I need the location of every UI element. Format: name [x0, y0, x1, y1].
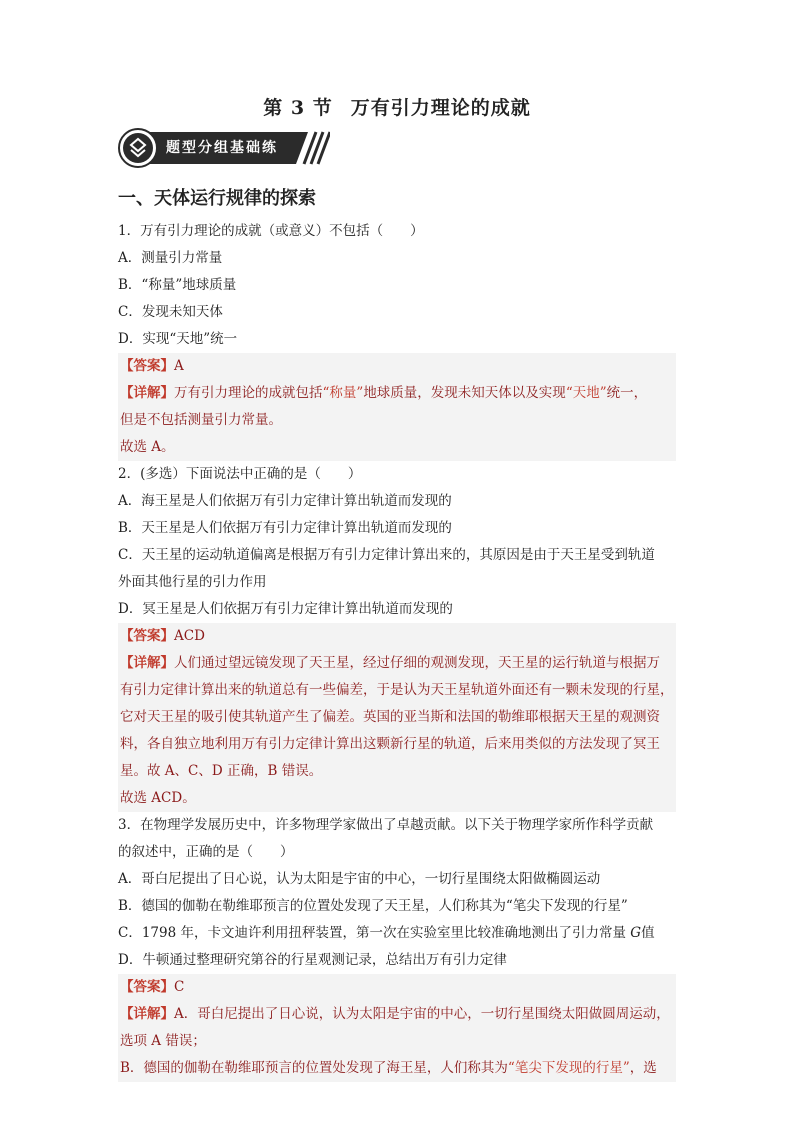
q1-option-c: C．发现未知天体: [118, 304, 223, 320]
q3-detail-b3: ，选: [629, 1060, 657, 1076]
section-banner: [118, 128, 676, 168]
q1-detail-d: “天地”: [565, 385, 607, 401]
q1-detail-c: 地球质量，发现未知天体以及实现: [363, 385, 566, 401]
document-page: [118, 92, 676, 1082]
q3-option-b: B．德国的伽勒在勒维耶预言的位置处发现了天王星，人们称其为“笔尖下发现的行星”: [118, 898, 628, 914]
q2-conclusion: 故选 ACD。: [120, 790, 196, 806]
q1-detail-e: 统一，: [606, 385, 648, 401]
page-title: [118, 94, 676, 122]
q1-option-a: A．测量引力常量: [118, 250, 223, 266]
banner-label: 题型分组基础练: [166, 140, 278, 156]
q1-conclusion: 故选 A。: [120, 439, 175, 455]
section-heading: 一、天体运行规律的探索: [118, 188, 316, 209]
q2-option-a: A．海王星是人们依据万有引力定律计算出轨道而发现的: [118, 493, 452, 509]
q3-option-c: [118, 920, 676, 947]
q2-answer: ACD: [174, 628, 205, 644]
question-2-stem: 2．(多选）下面说法中正确的是（ ）: [118, 466, 362, 482]
question-1-options: [118, 245, 676, 353]
question-3-stem-line2: 的叙述中，正确的是（ ）: [118, 844, 294, 860]
q2-detail-line: 有引力定律计算出来的轨道总有一些偏差，于是认为天王星轨道外面还有一颗未发现的行星，: [120, 682, 674, 698]
detail-tag: 【详解】: [120, 1006, 174, 1022]
title-name: 万有引力理论的成就: [350, 97, 531, 119]
answer-tag: 【答案】: [120, 358, 174, 374]
q2-detail-line: 它对天王星的吸引使其轨道产生了偏差。英国的亚当斯和法国的勒维耶根据天王星的观测资: [120, 709, 660, 725]
q3-answer: C: [174, 979, 185, 995]
question-3-answer-box: [118, 974, 676, 1082]
q2-option-b: B．天王星是人们依据万有引力定律计算出轨道而发现的: [118, 520, 452, 536]
q1-option-d: D．实现“天地”统一: [118, 331, 238, 347]
q3-detail-b2: “笔尖下发现的行星”: [507, 1060, 630, 1076]
q2-detail-line: 星。故 A、C、D 正确，B 错误。: [120, 763, 323, 779]
q3-option-d: D．牛顿通过整理研究第谷的行星观测记录，总结出万有引力定律: [118, 952, 507, 968]
q2-option-d: D．冥王星是人们依据万有引力定律计算出轨道而发现的: [118, 601, 453, 617]
q3-detail-a2: 选项 A 错误；: [120, 1033, 206, 1049]
q3-detail-a1: A．哥白尼提出了日心说，认为太阳是宇宙的中心，一切行星围绕太阳做圆周运动，: [174, 1006, 670, 1022]
title-section-number: 第 3 节: [263, 97, 333, 119]
answer-tag: 【答案】: [120, 979, 174, 995]
q1-detail-a: 万有引力理论的成就包括: [174, 385, 323, 401]
q3-option-a: A．哥白尼提出了日心说，认为太阳是宇宙的中心，一切行星围绕太阳做椭圆运动: [118, 871, 601, 887]
q3-detail-b1: B．德国的伽勒在勒维耶预言的位置处发现了海王星，人们称其为: [120, 1060, 508, 1076]
q3-option-c-text: C．1798 年，卡文迪许利用扭秤装置，第一次在实验室里比较准确地测出了引力常量: [118, 925, 626, 941]
answer-tag: 【答案】: [120, 628, 174, 644]
q2-detail-line: 人们通过望远镜发现了天王星，经过仔细的观测发现，天王星的运行轨道与根据万: [174, 655, 660, 671]
q1-detail-line2: 但是不包括测量引力常量。: [120, 412, 282, 428]
q1-answer: A: [174, 358, 184, 374]
q1-detail-b: “称量”: [322, 385, 364, 401]
question-3-stem-line1: 3．在物理学发展历史中，许多物理学家做出了卓越贡献。以下关于物理学家所作科学贡献: [118, 817, 654, 833]
q3-option-c-symbol: G: [630, 925, 642, 941]
detail-tag: 【详解】: [120, 385, 174, 401]
question-2-answer-box: [118, 623, 676, 812]
q2-detail-line: 料，各自独立地利用万有引力定律计算出这颗新行星的轨道，后来用类似的方法发现了冥王: [120, 736, 660, 752]
detail-tag: 【详解】: [120, 655, 174, 671]
q2-option-c: C．天王星的运动轨道偏离是根据万有引力定律计算出来的，其原因是由于天王星受到轨道: [118, 547, 655, 563]
q2-option-c-cont: 外面其他行星的引力作用: [118, 574, 267, 590]
q3-option-c-suffix: 值: [641, 925, 655, 941]
question-1-stem: 1．万有引力理论的成就（或意义）不包括（ ）: [118, 223, 424, 239]
question-1-answer-box: [118, 353, 676, 461]
q1-option-b: B．“称量”地球质量: [118, 277, 237, 293]
